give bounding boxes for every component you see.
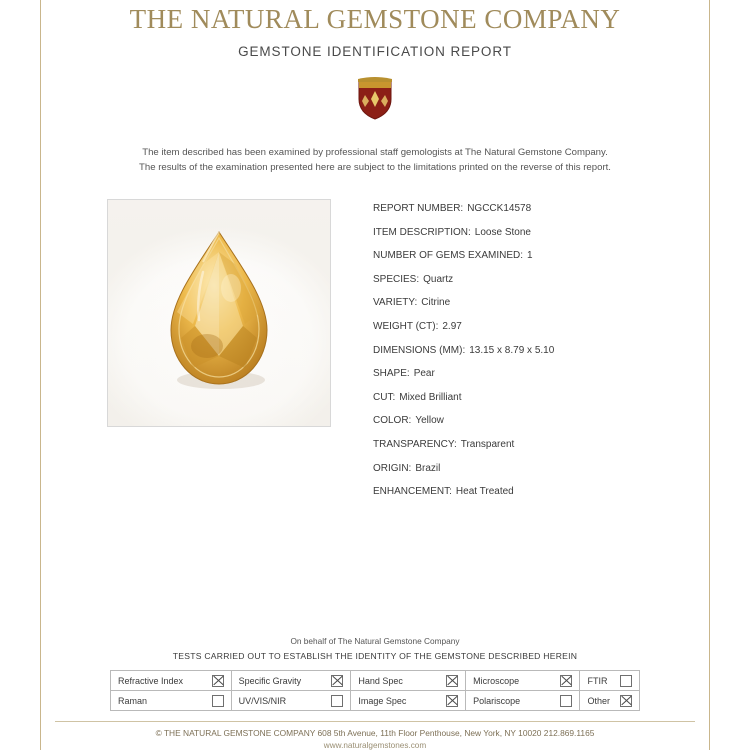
test-cell-uv-vis-nir[interactable]	[231, 691, 351, 711]
spec-value: Heat Treated	[455, 486, 514, 498]
checkbox-polariscope[interactable]	[560, 695, 572, 707]
test-label: Other	[587, 695, 610, 706]
heraldic-crest-icon	[356, 75, 394, 121]
test-label: FTIR	[587, 675, 608, 686]
test-cell-hand-spec[interactable]	[351, 671, 466, 691]
test-cell-polariscope[interactable]	[466, 691, 580, 711]
footer-divider	[55, 721, 695, 722]
disclaimer	[55, 145, 695, 175]
table-row	[111, 671, 640, 691]
gem-photo-frame	[107, 199, 331, 427]
spec-label: SHAPE:	[373, 368, 410, 380]
test-label: Image Spec	[358, 695, 407, 706]
spec-row	[373, 392, 673, 403]
spec-label: TRANSPARENCY:	[373, 438, 457, 450]
spec-row	[373, 274, 673, 285]
spec-row	[373, 415, 673, 426]
tests-table	[110, 670, 640, 711]
specifications-list	[373, 203, 673, 510]
crest-container	[55, 75, 695, 121]
page-title: GEMSTONE IDENTIFICATION REPORT	[238, 44, 512, 59]
spec-value: 13.15 x 8.79 x 5.10	[469, 344, 555, 356]
disclaimer-line-1: The item described has been examined by professional staff gemologists at The Natural Gemstone Company.	[142, 147, 608, 158]
test-label: Microscope	[473, 675, 520, 686]
spec-label: WEIGHT (CT):	[373, 320, 439, 332]
spec-value: Brazil	[415, 462, 441, 474]
spec-value: Loose Stone	[474, 226, 531, 238]
report-body	[55, 199, 695, 499]
spec-value: Yellow	[415, 415, 444, 427]
gemstone-image	[159, 228, 279, 398]
checkbox-microscope[interactable]	[560, 675, 572, 687]
test-cell-specific-gravity[interactable]	[231, 671, 351, 691]
test-label: UV/VIS/NIR	[238, 695, 287, 706]
spec-value: Transparent	[460, 438, 515, 450]
copyright-text: © THE NATURAL GEMSTONE COMPANY 608 5th Avenue, 11th Floor Penthouse, New York, NY 10020 212.869.1165	[155, 728, 595, 738]
website-url[interactable]: www.naturalgemstones.com	[323, 741, 427, 750]
spec-row	[373, 486, 673, 497]
spec-label: COLOR:	[373, 415, 412, 427]
spec-value: 2.97	[442, 320, 462, 332]
spec-row	[373, 345, 673, 356]
spec-label: REPORT NUMBER:	[373, 203, 464, 214]
test-label: Raman	[118, 695, 148, 706]
test-label: Hand Spec	[358, 675, 403, 686]
on-behalf-text: On behalf of The Natural Gemstone Company	[290, 636, 460, 646]
footer	[55, 636, 695, 750]
spec-label: ITEM DESCRIPTION:	[373, 226, 471, 238]
spec-label: CUT:	[373, 391, 396, 403]
checkbox-image-spec[interactable]	[446, 695, 458, 707]
checkbox-refractive-index[interactable]	[212, 675, 224, 687]
spec-row	[373, 227, 673, 238]
spec-row	[373, 250, 673, 261]
spec-row	[373, 439, 673, 450]
checkbox-ftir[interactable]	[620, 675, 632, 687]
test-cell-refractive-index[interactable]	[111, 671, 232, 691]
test-label: Polariscope	[473, 695, 521, 706]
spec-value: Quartz	[423, 273, 454, 285]
spec-label: ENHANCEMENT:	[373, 486, 452, 498]
test-cell-raman[interactable]	[111, 691, 232, 711]
test-label: Refractive Index	[118, 675, 184, 686]
test-cell-microscope[interactable]	[466, 671, 580, 691]
test-cell-other[interactable]	[580, 691, 640, 711]
checkbox-uv-vis-nir[interactable]	[331, 695, 343, 707]
spec-value: 1	[527, 250, 533, 262]
right-border-rule	[709, 0, 710, 750]
tests-heading: TESTS CARRIED OUT TO ESTABLISH THE IDENTITY OF THE GEMSTONE DESCRIBED HEREIN	[172, 651, 578, 661]
spec-value: Pear	[413, 368, 435, 380]
test-cell-image-spec[interactable]	[351, 691, 466, 711]
spec-value: NGCCK14578	[467, 203, 532, 214]
disclaimer-line-2: The results of the examination presented here are subject to the limitations printed on the reverse of this report.	[139, 162, 611, 173]
spec-label: DIMENSIONS (MM):	[373, 344, 466, 356]
test-label: Specific Gravity	[238, 675, 302, 686]
spec-value: Citrine	[421, 297, 451, 309]
left-border-rule	[40, 0, 41, 750]
spec-row	[373, 463, 673, 474]
spec-label: SPECIES:	[373, 273, 420, 285]
checkbox-other[interactable]	[620, 695, 632, 707]
checkbox-raman[interactable]	[212, 695, 224, 707]
spec-row	[373, 203, 673, 214]
spec-label: VARIETY:	[373, 297, 418, 309]
checkbox-specific-gravity[interactable]	[331, 675, 343, 687]
spec-row	[373, 321, 673, 332]
spec-label: NUMBER OF GEMS EXAMINED:	[373, 250, 524, 262]
test-cell-ftir[interactable]	[580, 671, 640, 691]
spec-label: ORIGIN:	[373, 462, 412, 474]
spec-row	[373, 368, 673, 379]
spec-value: Mixed Brilliant	[399, 391, 462, 403]
table-row	[111, 691, 640, 711]
checkbox-hand-spec[interactable]	[446, 675, 458, 687]
company-title: THE NATURAL GEMSTONE COMPANY	[129, 4, 621, 34]
spec-row	[373, 297, 673, 308]
